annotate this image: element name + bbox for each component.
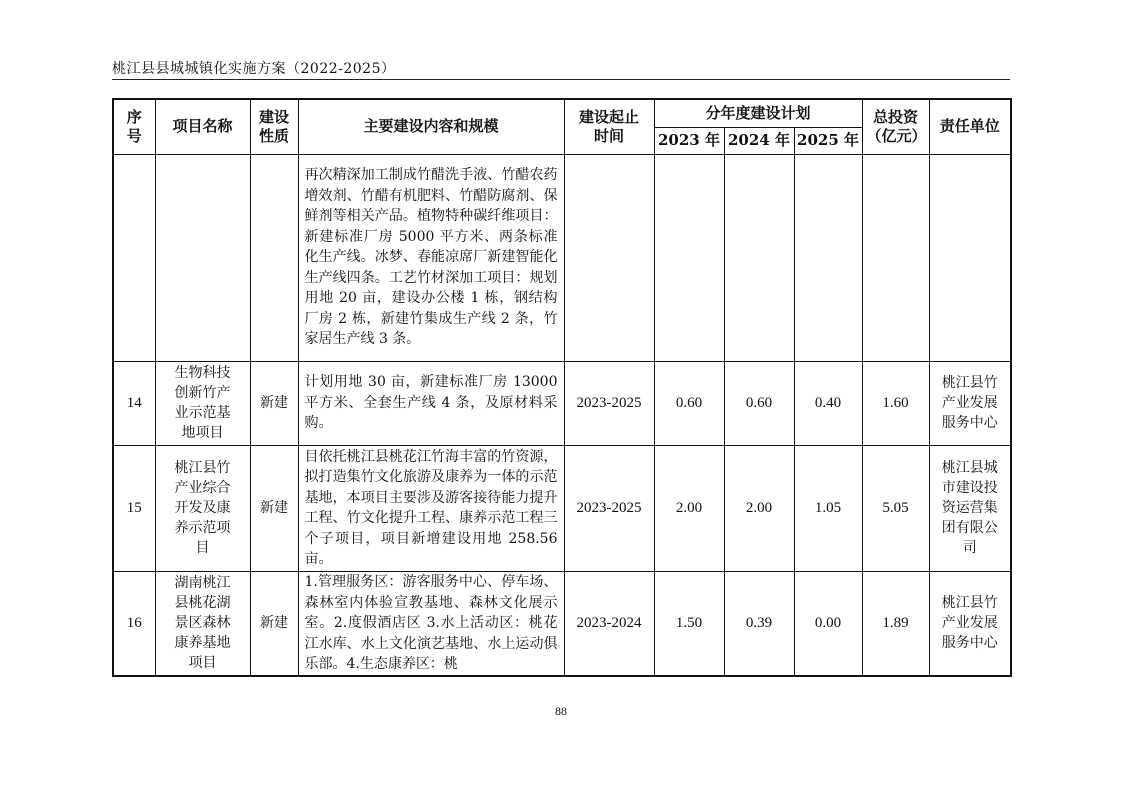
row-period: 2023-2025 (564, 361, 654, 445)
row-unit: 桃江县竹产业发展服务中心 (929, 571, 1011, 676)
row-period: 2023-2024 (564, 571, 654, 676)
row-seq: 14 (113, 361, 155, 445)
row-2025: 0.40 (794, 361, 862, 445)
row-nature: 新建 (250, 445, 298, 571)
row-nature (250, 154, 298, 361)
table-row (113, 445, 1011, 571)
header-period: 建设起止时间 (564, 99, 654, 154)
table-row (113, 154, 1011, 361)
row-2023: 2.00 (654, 445, 724, 571)
header-nature: 建设性质 (250, 99, 298, 154)
row-investment: 1.60 (862, 361, 929, 445)
row-content: 1.管理服务区：游客服务中心、停车场、森林室内体验宣教基地、森林文化展示室。2.度假酒店区 3.水上活动区：桃花江水库、水上文化演艺基地、水上运动俱乐部。4.生态康养区：桃 (298, 571, 564, 676)
header-investment: 总投资（亿元） (862, 99, 929, 154)
row-seq: 15 (113, 445, 155, 571)
row-investment: 5.05 (862, 445, 929, 571)
row-seq (113, 154, 155, 361)
header-name: 项目名称 (155, 99, 250, 154)
row-2024: 0.60 (724, 361, 794, 445)
row-unit: 桃江县城市建设投资运营集团有限公司 (929, 445, 1011, 571)
row-name: 桃江县竹产业综合开发及康养示范项目 (155, 445, 250, 571)
row-2023: 1.50 (654, 571, 724, 676)
header-2025: 2025 年 (794, 127, 862, 154)
header-unit: 责任单位 (929, 99, 1011, 154)
row-nature: 新建 (250, 571, 298, 676)
table-row (113, 361, 1011, 445)
row-content: 目依托桃江县桃花江竹海丰富的竹资源，拟打造集竹文化旅游及康养为一体的示范基地，本项目主要涉及游客接待能力提升工程、竹文化提升工程、康养示范工程三个子项目，项目新增建设用地 258.56 亩。 (298, 445, 564, 571)
table-row (113, 571, 1011, 676)
row-content: 再次精深加工制成竹醋洗手液、竹醋农药增效剂、竹醋有机肥料、竹醋防腐剂、保鲜剂等相关产品。植物特种碳纤维项目：新建标准厂房 5000 平方米、两条标准化生产线。冰梦、春能凉席厂新建智能化生产线四条。工艺竹材深加工项目：规划用地 20 亩，建设办公楼 1 栋，钢结构厂房 2 栋，新建竹集成生产线 2 条，竹家居生产线 3 条。 (298, 154, 564, 361)
header-rule (112, 79, 1010, 80)
row-2023 (654, 154, 724, 361)
row-name (155, 154, 250, 361)
page-number: 88 (555, 704, 567, 718)
row-unit (929, 154, 1011, 361)
row-2024: 0.39 (724, 571, 794, 676)
row-2025: 1.05 (794, 445, 862, 571)
row-2024: 2.00 (724, 445, 794, 571)
running-header: 桃江县县城城镇化实施方案（2022-2025） (112, 61, 396, 77)
header-seq: 序号 (113, 99, 155, 154)
header-2023: 2023 年 (654, 127, 724, 154)
row-seq: 16 (113, 571, 155, 676)
row-2025: 0.00 (794, 571, 862, 676)
header-annual-plan: 分年度建设计划 (654, 99, 862, 127)
row-unit: 桃江县竹产业发展服务中心 (929, 361, 1011, 445)
row-2024 (724, 154, 794, 361)
row-2025 (794, 154, 862, 361)
row-investment: 1.89 (862, 571, 929, 676)
row-2023: 0.60 (654, 361, 724, 445)
header-2024: 2024 年 (724, 127, 794, 154)
project-plan-table (112, 98, 1012, 677)
row-nature: 新建 (250, 361, 298, 445)
row-period: 2023-2025 (564, 445, 654, 571)
row-period (564, 154, 654, 361)
header-content: 主要建设内容和规模 (298, 99, 564, 154)
row-investment (862, 154, 929, 361)
row-content: 计划用地 30 亩，新建标准厂房 13000 平方米、全套生产线 4 条，及原材料采购。 (298, 361, 564, 445)
row-name: 湖南桃江县桃花湖景区森林康养基地项目 (155, 571, 250, 676)
row-name: 生物科技创新竹产业示范基地项目 (155, 361, 250, 445)
